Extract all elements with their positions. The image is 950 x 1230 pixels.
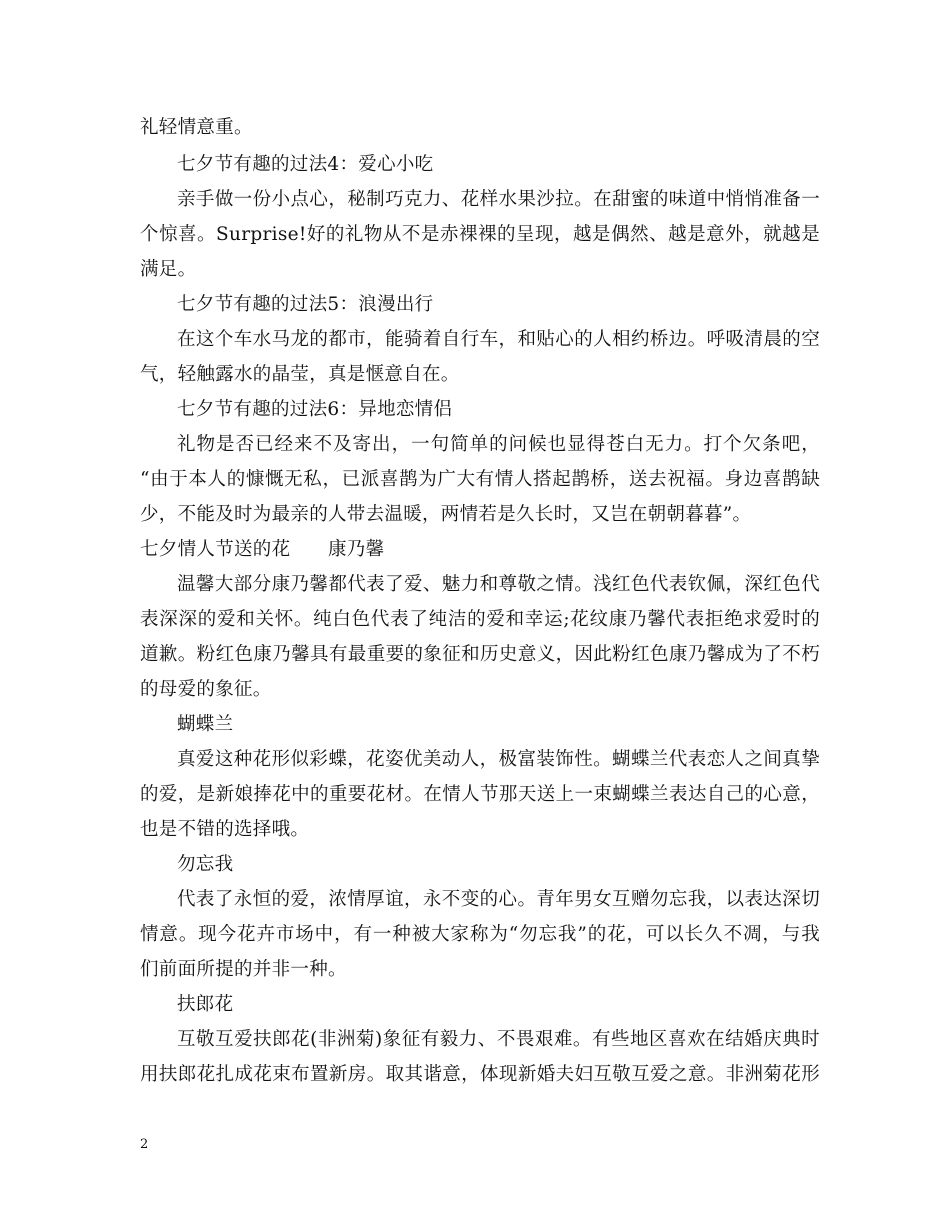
paragraph-line: 用扶郎花扎成花束布置新房。取其谐意，体现新婚夫妇互敬互爱之意。非洲菊花形: [140, 1064, 820, 1085]
section-heading: 七夕节有趣的过法6：异地恋情侣: [177, 399, 453, 420]
paragraph-line: 也是不错的选择哦。: [140, 819, 310, 840]
section-heading: 七夕节有趣的过法5：浪漫出行: [177, 294, 434, 315]
paragraph-line: 表深深的爱和关怀。纯白色代表了纯洁的爱和幸运;花纹康乃馨代表拒绝求爱时的: [140, 609, 820, 630]
paragraph-line: 亲手做一份小点心，秘制巧克力、花样水果沙拉。在甜蜜的味道中悄悄准备一: [177, 189, 820, 210]
paragraph-line: 真爱这种花形似彩蝶，花姿优美动人，极富装饰性。蝴蝶兰代表恋人之间真挚: [177, 749, 820, 770]
paragraph-line: 个惊喜。Surprise!好的礼物从不是赤裸裸的呈现，越是偶然、越是意外，就越是: [140, 224, 820, 245]
section-heading: 七夕情人节送的花 康乃馨: [140, 539, 385, 560]
paragraph-line: 少，不能及时为最亲的人带去温暖，两情若是久长时，又岂在朝朝暮暮”。: [140, 504, 752, 525]
paragraph-line: 礼轻情意重。: [140, 117, 253, 138]
paragraph-line: 情意。现今花卉市场中，有一种被大家称为“勿忘我”的花，可以长久不凋，与我: [140, 924, 820, 945]
paragraph-line: 道歉。粉红色康乃馨具有最重要的象征和历史意义，因此粉红色康乃馨成为了不朽: [140, 644, 820, 665]
paragraph-line: “由于本人的慷慨无私，已派喜鹊为广大有情人搭起鹊桥，送去祝福。身边喜鹊缺: [140, 469, 820, 490]
paragraph-line: 代表了永恒的爱，浓情厚谊，永不变的心。青年男女互赠勿忘我，以表达深切: [177, 889, 820, 910]
section-heading: 七夕节有趣的过法4：爱心小吃: [177, 154, 434, 175]
paragraph-line: 气，轻触露水的晶莹，真是惬意自在。: [140, 364, 460, 385]
section-heading: 蝴蝶兰: [177, 714, 234, 735]
section-heading: 扶郎花: [177, 994, 234, 1015]
paragraph-line: 的母爱的象征。: [140, 679, 272, 700]
paragraph-line: 们前面所提的并非一种。: [140, 959, 347, 980]
paragraph-line: 礼物是否已经来不及寄出，一句简单的问候也显得苍白无力。打个欠条吧，: [177, 434, 820, 455]
paragraph-line: 满足。: [140, 259, 197, 280]
paragraph-line: 的爱，是新娘捧花中的重要花材。在情人节那天送上一束蝴蝶兰表达自己的心意，: [140, 784, 820, 805]
paragraph-line: 温馨大部分康乃馨都代表了爱、魅力和尊敬之情。浅红色代表钦佩，深红色代: [177, 574, 820, 595]
section-heading: 勿忘我: [177, 854, 234, 875]
paragraph-line: 在这个车水马龙的都市，能骑着自行车，和贴心的人相约桥边。呼吸清晨的空: [177, 329, 820, 350]
paragraph-line: 互敬互爱扶郎花(非洲菊)象征有毅力、不畏艰难。有些地区喜欢在结婚庆典时: [177, 1029, 820, 1050]
page-number: 2: [140, 1137, 149, 1152]
